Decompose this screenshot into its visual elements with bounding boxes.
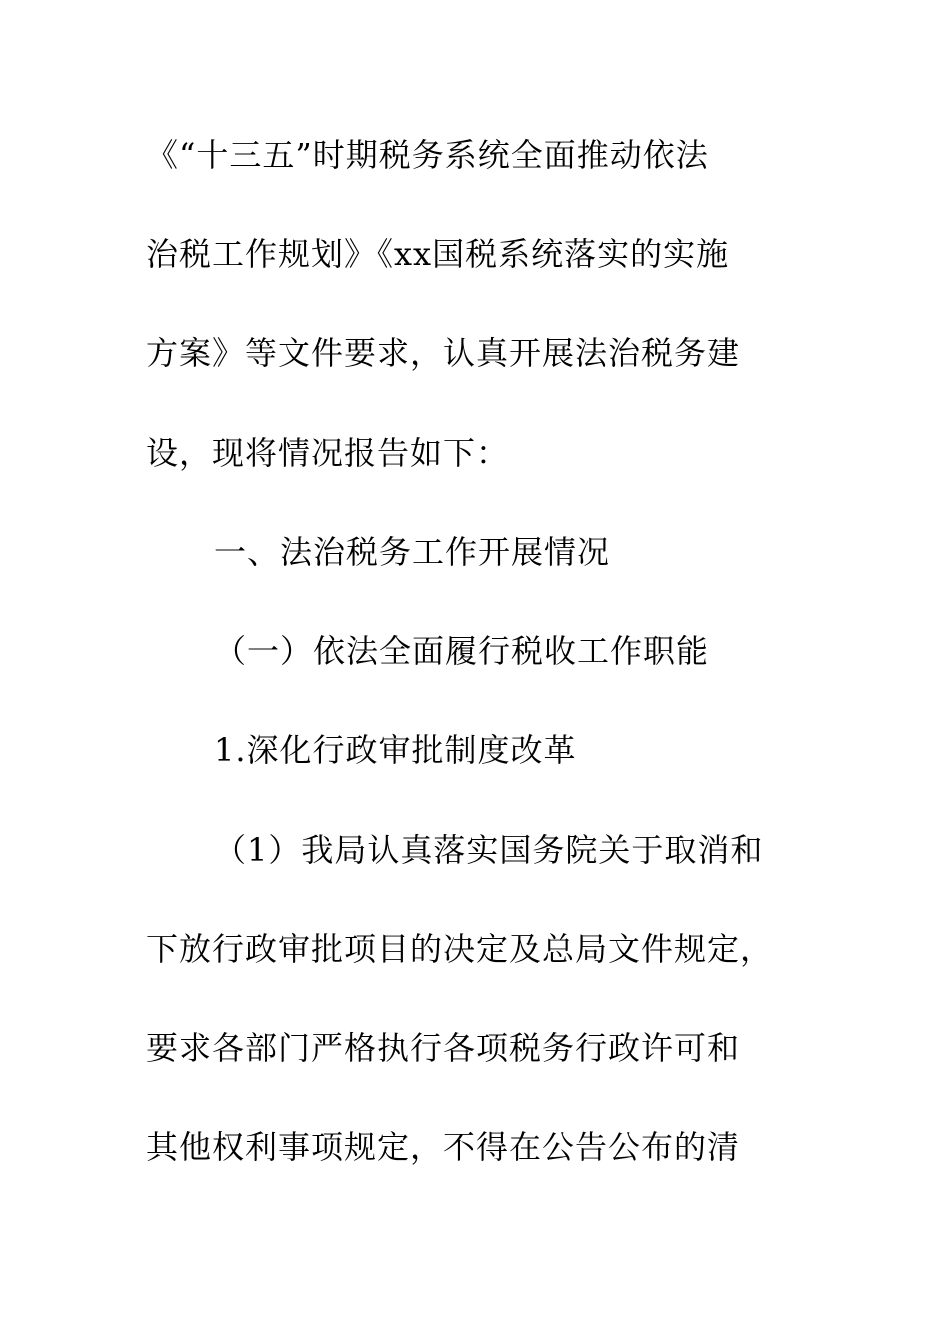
paragraph-line: （1）我局认真落实国务院关于取消和 bbox=[214, 831, 764, 869]
paragraph-line: 设，现将情况报告如下： bbox=[146, 434, 510, 472]
paragraph-line: 治税工作规划》《xx国税系统落实的实施 bbox=[146, 235, 730, 273]
subsection-heading: （一）依法全面履行税收工作职能 bbox=[214, 632, 710, 670]
paragraph-line: 要求各部门严格执行各项税务行政许可和 bbox=[146, 1029, 741, 1067]
paragraph-line: 《“十三五”时期税务系统全面推动依法 bbox=[146, 136, 709, 174]
section-heading: 一、法治税务工作开展情况 bbox=[214, 533, 611, 571]
paragraph-line: 下放行政审批项目的决定及总局文件规定， bbox=[146, 930, 774, 968]
paragraph-line: 方案》等文件要求，认真开展法治税务建 bbox=[146, 334, 741, 372]
paragraph-line: 其他权利事项规定，不得在公告公布的清 bbox=[146, 1128, 741, 1166]
item-heading: 1.深化行政审批制度改革 bbox=[214, 731, 577, 769]
